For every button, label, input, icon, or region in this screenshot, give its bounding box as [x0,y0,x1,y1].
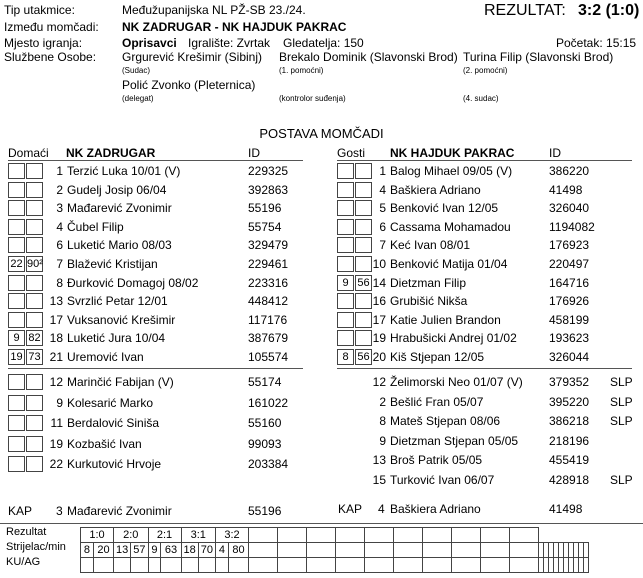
empty-score-cell [336,528,365,543]
player-name: Broš Patrik 05/05 [390,453,483,467]
player-name: Kolesarić Marko [67,395,154,410]
player-number: 12 [372,375,386,389]
player-number: 17 [49,312,63,327]
minute-box: 22 [8,256,25,272]
score-cell: 2:1 [148,528,181,543]
player-name: Cassama Mohamadou [390,219,511,234]
home-team-name: NK ZADRUGAR [66,146,156,160]
empty-scorer-cell [481,543,510,558]
minute-box [8,436,25,452]
player-number: 18 [49,331,63,346]
minute-box [8,293,25,309]
player-id: 387679 [248,331,289,346]
player-name: Blažević Kristijan [67,257,158,271]
scorer-number-cell: 8 [81,543,94,558]
minute-box [26,182,43,198]
player-number: 8 [56,275,63,290]
empty-kuag-cell [365,558,394,573]
player-name: Bešlić Fran 05/07 [390,394,484,409]
player-number: 2 [56,182,63,197]
player-name: Hrabušicki Andrej 01/02 [390,331,517,346]
empty-scorer-cell [510,543,539,558]
player-number: 4 [56,219,63,234]
empty-kuag-cell [423,558,452,573]
player-name: Dietzman Filip [390,275,467,290]
score-cell: 3:1 [181,528,216,543]
empty-scorer-cell [307,543,336,558]
player-number: 1 [379,164,386,178]
player-id: 428918 [549,472,590,487]
player-id: 229325 [248,164,289,178]
player-id: 55174 [248,375,282,389]
minute-box [26,395,43,411]
minute-box [26,219,43,235]
empty-scorer-cell [452,543,481,558]
player-id: 55196 [248,201,282,216]
player-name: Čubel Filip [67,219,124,234]
player-name: Luketić Jura 10/04 [67,331,166,346]
away-captain-name: Baškiera Adriano [390,502,481,516]
kuag-cell [81,558,94,573]
controller-role: (kontrolor suđenja) [279,94,346,103]
player-id: 448412 [248,294,289,309]
player-id: 386218 [549,414,590,428]
summary-scores-row [81,528,589,543]
summary-kuag-row [81,558,589,573]
player-number: 3 [56,201,63,216]
player-id: 223316 [248,275,289,290]
attendance-value: Gledatelja: 150 [283,36,364,50]
minute-box [26,436,43,452]
minute-box [8,163,25,179]
player-number: 2 [379,394,386,409]
minute-box [337,163,354,179]
player-name: Balog Mihael 09/05 (V) [390,164,513,178]
player-name: Benković Matija 01/04 [390,257,508,271]
scorer-minute-cell: 80 [228,543,248,558]
player-number: 15 [372,472,386,487]
home-captain-number: 3 [56,504,63,518]
player-name: Želimorski Neo 01/07 (V) [390,375,523,389]
minute-box: 90² [27,258,43,270]
player-id: 386220 [549,164,590,178]
player-id: 55754 [248,219,282,234]
scorer-number-cell: 18 [181,543,198,558]
section-title: POSTAVA MOMČADI [259,126,384,141]
minute-box: 82 [26,330,43,346]
player-name: Kozbašić Ivan [67,436,142,451]
minute-box [337,237,354,253]
empty-kuag-cell [394,558,423,573]
player-note: SLP [610,472,633,487]
minute-box [8,395,25,411]
minute-box [337,219,354,235]
scorer-number-cell: 9 [148,543,161,558]
result-label: REZULTAT: [484,2,566,19]
summary-scorer-label: Strijelac/min [6,541,66,553]
player-name: Luketić Mario 08/03 [67,238,172,253]
empty-score-cell [394,528,423,543]
minute-box [26,275,43,291]
home-captain-label: KAP [8,504,33,518]
player-name: Benković Ivan 12/05 [390,201,499,216]
empty-scorer-cell [336,543,365,558]
player-name: Terzić Luka 10/01 (V) [67,164,181,178]
empty-score-cell [365,528,394,543]
assistant2-name: Turina Filip (Slavonski Brod) [463,50,614,64]
player-name: Keć Ivan 08/01 [390,238,471,253]
player-id: 176926 [549,294,590,309]
scorer-minute-cell: 63 [161,543,181,558]
minute-box: 56 [355,275,372,291]
player-number: 4 [379,182,386,197]
player-number: 7 [56,257,63,271]
kuag-cell [131,558,148,573]
player-note: SLP [610,375,633,389]
home-id-header: ID [248,146,260,160]
player-id: 176923 [549,238,590,253]
delegate-name: Polić Zvonko (Pleternica) [122,78,256,92]
minute-box [337,200,354,216]
player-number: 20 [372,350,386,364]
player-number: 6 [56,238,63,253]
empty-kuag-cell [510,558,539,573]
scorer-minute-cell: 20 [93,543,113,558]
minute-box [26,237,43,253]
away-captain-id: 41498 [549,502,583,516]
player-name: Berdalović Siniša [67,416,160,430]
player-number: 8 [379,414,386,428]
player-number: 6 [379,219,386,234]
ground-value: Igralište: Zvrtak [188,36,271,50]
empty-kuag-cell [307,558,336,573]
summary-scorers-row [81,543,589,558]
away-column-label: Gosti [337,146,366,160]
home-header-rule [8,160,303,161]
empty-score-cell [278,528,307,543]
home-captain-name: Mađarević Zvonimir [67,504,172,518]
player-id: 55160 [248,416,282,430]
home-captain-id: 55196 [248,504,282,518]
player-name: Svrzlić Petar 12/01 [67,294,168,309]
player-id: 458199 [549,312,590,327]
player-id: 164716 [549,275,590,290]
away-subs-rule [337,368,632,369]
player-number: 1 [56,164,63,178]
player-name: Katie Julien Brandon [390,312,501,327]
player-name: Gudelj Josip 06/04 [67,182,167,197]
referee-name: Grgurević Krešimir (Sibinj) [122,50,263,64]
minute-box [8,456,25,472]
kuag-cell [161,558,181,573]
player-id: 326040 [549,201,590,216]
empty-scorer-cell [584,543,589,558]
kickoff-value: Početak: 15:15 [556,36,637,50]
minute-box [8,219,25,235]
player-id: 395220 [549,394,590,409]
player-number: 19 [372,331,386,346]
score-cell: 3:2 [216,528,249,543]
result-value: 3:2 (1:0) [578,2,640,19]
player-number: 16 [372,294,386,309]
player-name: Vuksanović Krešimir [67,312,176,327]
match-type-value: Međužupanijska NL PŽ-SB 23./24. [122,3,306,17]
summary-table [80,527,589,573]
scorer-minute-cell: 70 [198,543,215,558]
empty-kuag-cell [481,558,510,573]
player-note: SLP [610,414,633,428]
minute-box [337,182,354,198]
player-id: 117176 [248,312,288,327]
empty-kuag-cell [249,558,278,573]
player-name: Kiš Stjepan 12/05 [390,350,485,364]
delegate-role: (delegat) [122,94,154,103]
away-captain-label: KAP [338,502,363,516]
empty-kuag-cell [278,558,307,573]
player-number: 14 [372,275,386,290]
teams-label: Između momčadi: [4,20,99,34]
empty-kuag-cell [452,558,481,573]
empty-kuag-cell [584,558,589,573]
minute-box [26,312,43,328]
empty-score-cell [307,528,336,543]
kuag-cell [114,558,131,573]
player-id: 99093 [248,436,282,451]
empty-score-cell [510,528,539,543]
minute-box [8,275,25,291]
fourth-official-role: (4. sudac) [463,94,499,103]
player-note: SLP [610,394,633,409]
minute-box [337,256,354,272]
player-number: 5 [379,201,386,216]
player-name: Kurkutović Hrvoje [67,457,162,471]
minute-box [8,312,25,328]
minute-box [8,200,25,216]
minute-box: 9 [337,275,354,291]
scorer-number-cell: 13 [114,543,131,558]
minute-box [26,456,43,472]
kuag-cell [216,558,229,573]
minute-box [337,330,354,346]
player-number: 22 [49,457,63,471]
player-name: Baškiera Adriano [390,182,481,197]
teams-value: NK ZADRUGAR - NK HAJDUK PAKRAC [122,20,347,34]
player-id: 455419 [549,453,590,467]
scorer-number-cell: 4 [216,543,229,558]
minute-box [8,415,25,431]
player-name: Grubišić Nikša [390,294,468,309]
player-number: 19 [49,436,63,451]
summary-kuag-label: KU/AG [6,556,41,568]
player-number: 13 [372,453,386,467]
empty-scorer-cell [365,543,394,558]
player-id: 193623 [549,331,590,346]
player-number: 21 [49,350,63,364]
minute-box [26,374,43,390]
away-team-name: NK HAJDUK PAKRAC [390,146,515,160]
player-id: 229461 [248,257,289,271]
player-number: 9 [56,395,63,410]
score-cell: 1:0 [81,528,114,543]
player-name: Uremović Ivan [67,350,144,364]
away-id-header: ID [549,146,561,160]
minute-box: 56 [355,349,372,365]
player-number: 17 [372,312,386,327]
assistant1-role: (1. pomoćni) [279,66,324,75]
match-type-label: Tip utakmice: [4,3,75,17]
player-id: 105574 [248,350,289,364]
away-header-rule [337,160,632,161]
player-number: 7 [379,238,386,253]
kuag-cell [148,558,161,573]
player-name: Marinčić Fabijan (V) [67,375,174,389]
minute-box [337,293,354,309]
player-name: Đurković Domagoj 08/02 [67,275,199,290]
summary-result-label: Rezultat [6,526,47,538]
summary-top-rule [0,523,643,524]
empty-scorer-cell [423,543,452,558]
player-name: Dietzman Stjepan 05/05 [390,433,519,448]
player-number: 12 [49,375,63,389]
player-number: 11 [50,416,63,430]
minute-box [26,293,43,309]
player-name: Mađarević Zvonimir [67,201,172,216]
player-id: 392863 [248,182,289,197]
venue-label: Mjesto igranja: [4,36,83,50]
player-id: 203384 [248,457,289,471]
player-id: 1194082 [549,219,595,234]
minute-box [26,163,43,179]
kuag-cell [93,558,113,573]
player-id: 220497 [549,257,590,271]
officials-label: Službene Osobe: [4,50,97,64]
player-name: Mateš Stjepan 08/06 [390,414,501,428]
minute-box: 9 [8,330,25,346]
player-id: 218196 [549,433,590,448]
empty-score-cell [249,528,278,543]
player-id: 161022 [248,395,289,410]
minute-box [26,415,43,431]
kuag-cell [198,558,215,573]
minute-box [8,374,25,390]
empty-scorer-cell [278,543,307,558]
minute-box [26,200,43,216]
empty-score-cell [481,528,510,543]
empty-score-cell [452,528,481,543]
empty-score-cell [423,528,452,543]
minute-box [337,312,354,328]
minute-box [8,182,25,198]
minute-box [8,237,25,253]
player-id: 326044 [549,350,590,364]
venue-value: Oprisavci [122,36,177,50]
player-name: Turković Ivan 06/07 [390,472,495,487]
minute-box: 8 [337,349,354,365]
assistant1-name: Brekalo Dominik (Slavonski Brod) [279,50,458,64]
player-number: 13 [49,294,63,309]
kuag-cell [228,558,248,573]
score-cell: 2:0 [114,528,149,543]
away-captain-number: 4 [378,502,385,516]
assistant2-role: (2. pomoćni) [463,66,508,75]
player-id: 379352 [549,375,590,389]
empty-scorer-cell [249,543,278,558]
empty-scorer-cell [394,543,423,558]
home-subs-rule [8,368,303,369]
player-number: 10 [372,257,386,271]
player-id: 329479 [248,238,289,253]
kuag-cell [181,558,198,573]
referee-role: (Sudac) [122,66,151,75]
home-column-label: Domaći [8,146,49,160]
scorer-minute-cell: 57 [131,543,148,558]
empty-kuag-cell [336,558,365,573]
player-id: 41498 [549,182,583,197]
minute-box: 73 [26,349,43,365]
player-number: 9 [379,433,386,448]
minute-box: 19 [8,349,25,365]
